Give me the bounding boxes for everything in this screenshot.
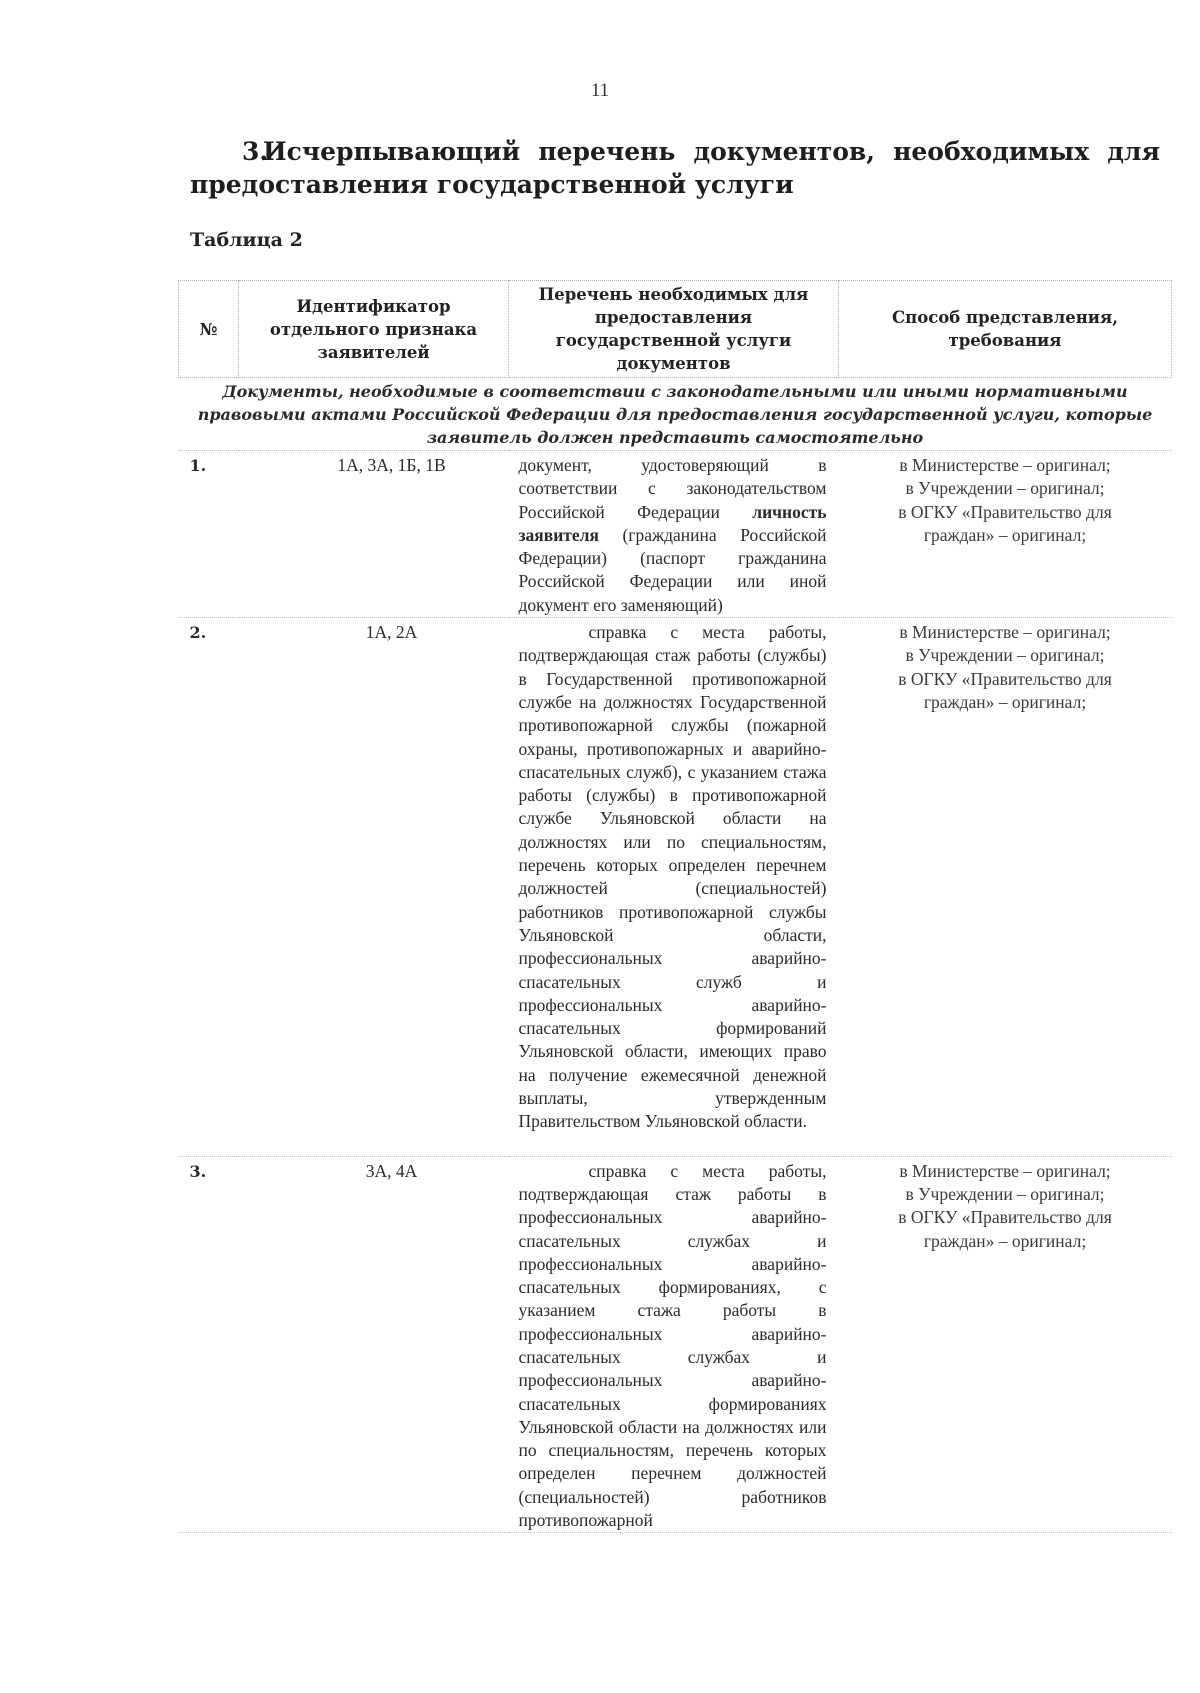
row-applicant-id: 1А, 2А (239, 618, 509, 1157)
doc-text: справка с места работы, подтверждающая стаж работы в профессиональных аварийно-спасательных службах и профессиональных аварийно-спасательных формированиях, с указанием стажа работы в профессиональных аварийно-спасательных службах и профессиональных аварийно-спасательных формированиях Ульяновской области на должностях или по специальностям, перечень которых определен перечнем должностей (специальностей) работников противопожарной (518, 1160, 827, 1531)
section-heading-line-2: предоставления государственной услуги (190, 170, 794, 199)
way-line: в Министерстве – оригинал; (899, 1160, 1111, 1181)
table-subheader: Документы, необходимые в соответствии с законодательными или иными нормативными правовыми актами Российской Федерации для предоставления государственной услуги, которые заявитель должен представить самостоятельно (179, 378, 1172, 451)
way-line: граждан» – оригинал; (923, 524, 1087, 545)
table-subheader-row (179, 378, 1172, 451)
row-number: 3. (179, 1156, 239, 1533)
header-number: № (179, 281, 239, 378)
row-submission-method (839, 1156, 1172, 1533)
table-caption: Таблица 2 (190, 229, 303, 251)
header-applicant-id: Идентификатор отдельного признака заявителей (239, 281, 509, 378)
way-line: в ОГКУ «Правительство для (898, 1207, 1112, 1228)
header-document-list: Перечень необходимых для предоставления государственной услуги документов (509, 281, 839, 378)
table-header-row (179, 281, 1172, 378)
way-line: в ОГКУ «Правительство для (898, 501, 1112, 522)
heading-word: документов, (693, 137, 876, 166)
row-document (509, 618, 839, 1157)
row-applicant-id: 3А, 4А (239, 1156, 509, 1533)
doc-text: справка с места работы, подтверждающая стаж работы (службы) в Государственной противопожарной службе на должностях Государственной противопожарной службы (пожарной охраны, противопожарных и аварийно-спасательных служб), с указанием стажа работы (службы) в противопожарной службе Ульяновской области на должностях или по специальностям, перечень которых определен перечнем должностей (специальностей) работников противопожарной службы Ульяновской области, профессиональных аварийно-спасательных служб и профессиональных аварийно-спасательных формирований Ульяновской области, имеющих право на получение ежемесячной денежной выплаты, утвержденным Правительством Ульяновской области. (518, 622, 827, 1132)
way-line: в ОГКУ «Правительство для (898, 668, 1112, 689)
doc-text: документ, удостоверяющий в соответствии с законодательством Российской Федерации (518, 455, 827, 522)
heading-word: для (1107, 137, 1160, 166)
row-number: 1. (179, 451, 239, 618)
way-line: в Министерстве – оригинал; (899, 455, 1111, 475)
row-document (509, 451, 839, 618)
doc-text: (гражданина Российской Федерации) (паспорт гражданина Российской Федерации или иной документ его заменяющий) (518, 524, 827, 615)
row-document (509, 1156, 839, 1533)
row-submission-method (839, 618, 1172, 1157)
table-row (179, 1156, 1172, 1533)
documents-table-wrapper (178, 280, 1171, 1533)
header-submission-method: Способ представления, требования (839, 281, 1172, 378)
heading-word: Исчерпывающий (263, 137, 521, 166)
way-line: в Учреждении – оригинал; (905, 478, 1105, 499)
section-heading-line-1 (190, 135, 1160, 168)
section-number: 3. (242, 137, 269, 166)
heading-word: необходимых (893, 137, 1090, 166)
doc-text-bold: личность заявителя (518, 501, 827, 545)
row-applicant-id: 1А, 3А, 1Б, 1В (239, 451, 509, 618)
section-heading (190, 135, 1160, 201)
documents-table (178, 280, 1172, 1533)
way-line: в Учреждении – оригинал; (905, 645, 1105, 666)
way-line: граждан» – оригинал; (923, 1230, 1087, 1251)
way-line: в Учреждении – оригинал; (905, 1183, 1105, 1204)
heading-word: перечень (538, 137, 676, 166)
table-row (179, 451, 1172, 618)
page-number: 11 (590, 80, 610, 101)
way-line: граждан» – оригинал; (923, 691, 1087, 712)
way-line: в Министерстве – оригинал; (899, 622, 1111, 643)
table-row (179, 618, 1172, 1157)
row-number: 2. (179, 618, 239, 1157)
row-submission-method (839, 451, 1172, 618)
